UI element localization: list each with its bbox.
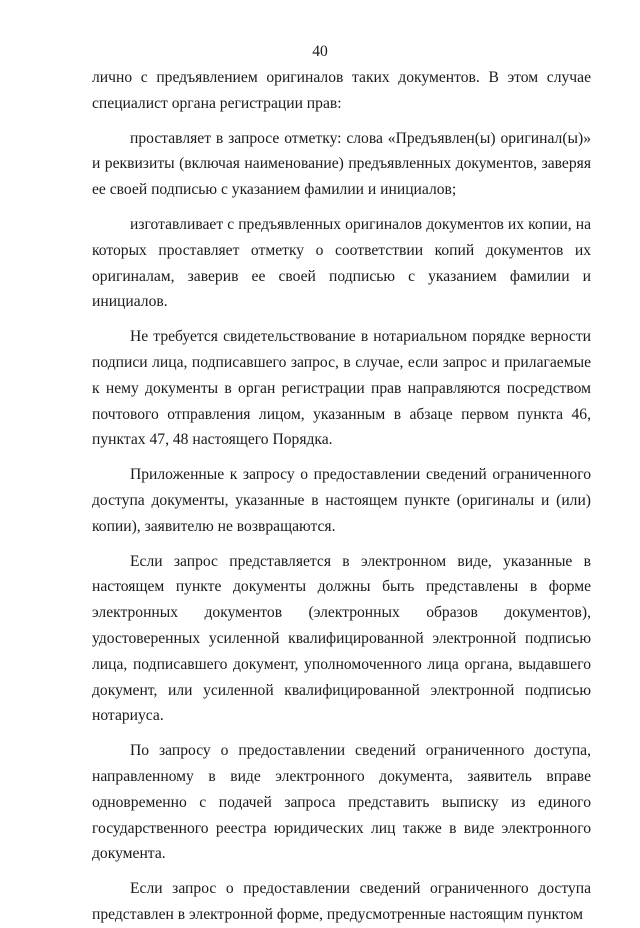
- document-body: [92, 65, 591, 928]
- paragraph-electronic-form: Если запрос о предоставлении сведений ограниченного доступа представлен в электронной форме, предусмотренные настоящим пунктом: [92, 880, 591, 923]
- paragraph-not-returned: Приложенные к запросу о предоставлении сведений ограниченного доступа документы, указанные в настоящем пункте (оригиналы и (или) копии), заявителю не возвращаются.: [92, 466, 591, 535]
- paragraph-make-copies: изготавливает с предъявленных оригиналов документов их копии, на которых проставляет отметку о соответствии копий документов их оригиналам, заверив ее своей подписью с указанием фамилии и инициалов.: [92, 215, 591, 311]
- paragraph-electronic-documents: Если запрос представляется в электронном виде, указанные в настоящем пункте документы должны быть представлены в форме электронных документов (электронных образов документов), удостоверенных усиленной квалифицированной электронной подписью лица, подписавшего документ, уполномоченного лица органа, выдавшего документ, или усиленной квалифицированной электронной подписью нотариуса.: [92, 552, 591, 725]
- paragraph-no-notarization: Не требуется свидетельствование в нотариальном порядке верности подписи лица, подписавшего запрос, в случае, если запрос и прилагаемые к нему документы в орган регистрации прав направляются посредством почтового отправления лицом, указанным в абзаце первом пункта 46, пунктах 47, 48 настоящего Порядка.: [92, 328, 591, 449]
- paragraph-egrul-extract: По запросу о предоставлении сведений ограниченного доступа, направленному в виде электронного документа, заявитель вправе одновременно с подачей запроса представить выписку из единого государственного реестра юридических лиц также в виде электронного документа.: [92, 742, 591, 863]
- paragraph-continuation: лично с предъявлением оригиналов таких документов. В этом случае специалист органа регистрации прав:: [92, 69, 591, 112]
- paragraph-mark-request: проставляет в запросе отметку: слова «Предъявлен(ы) оригинал(ы)» и реквизиты (включая наименование) предъявленных документов, заверяя ее своей подписью с указанием фамилии и инициалов;: [92, 129, 591, 199]
- page-number: 40: [312, 43, 328, 60]
